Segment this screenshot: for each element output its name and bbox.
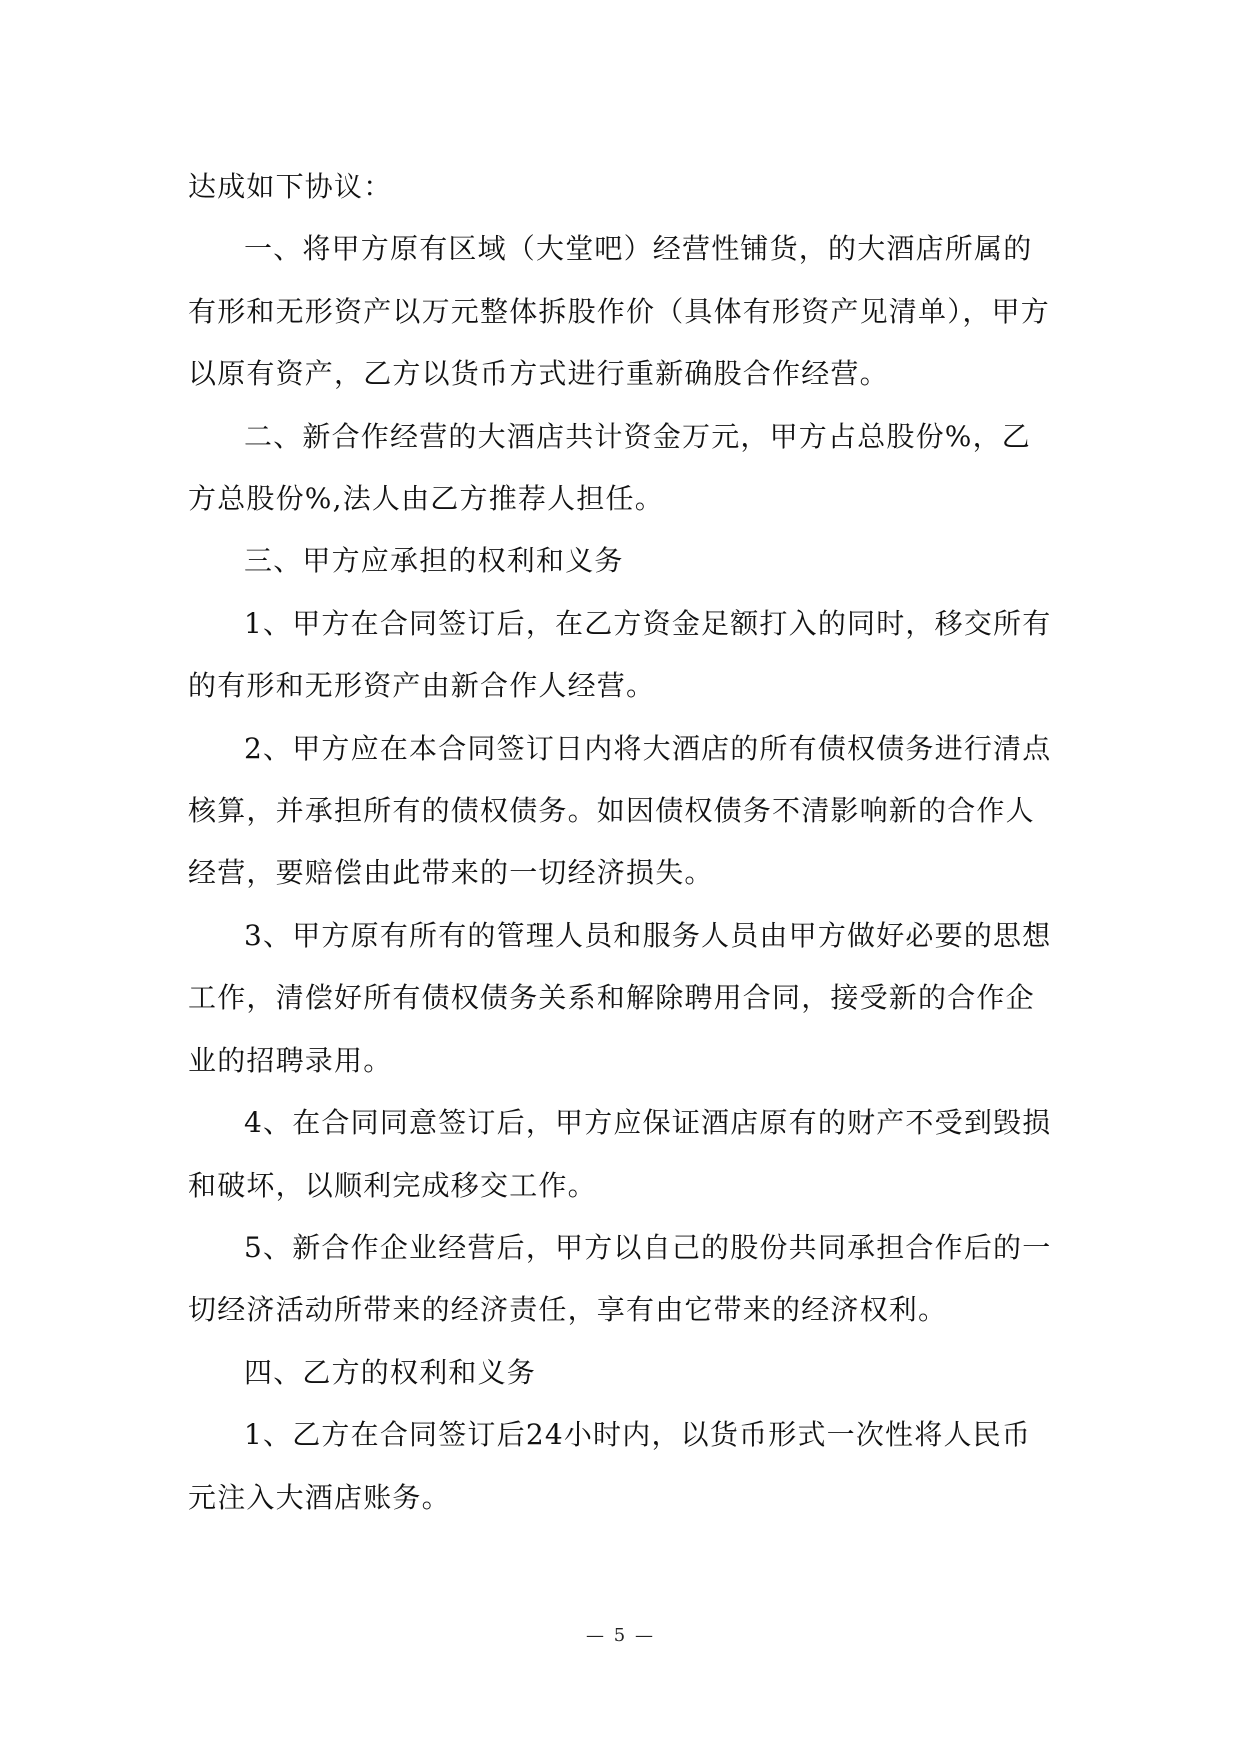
heading-party-a-rights: 三、甲方应承担的权利和义务 <box>244 544 624 578</box>
paragraph-party-a-item-2: 2、甲方应在本合同签订日内将大酒店的所有债权债务进行清点核算，并承担所有的债权债务。如因债权债务不清影响新的合作人经营，要赔偿由此带来的一切经济损失。 <box>188 731 1052 890</box>
paragraph-intro: 达成如下协议： <box>188 170 393 203</box>
paragraph-party-a-item-4: 4、在合同同意签订后，甲方应保证酒店原有的财产不受到毁损和破坏，以顺利完成移交工作。 <box>188 1106 1052 1202</box>
paragraph-party-a-item-1: 1、甲方在合同签订后，在乙方资金足额打入的同时，移交所有的有形和无形资产由新合作人经营。 <box>188 606 1052 703</box>
paragraph-party-a-item-5: 5、新合作企业经营后，甲方以自己的股份共同承担合作后的一切经济活动所带来的经济责任，享有由它带来的经济权利。 <box>188 1230 1052 1327</box>
paragraph-clause-2: 二、新合作经营的大酒店共计资金万元，甲方占总股份%，乙方总股份%,法人由乙方推荐人担任。 <box>188 419 1032 516</box>
paragraph-clause-1: 一、将甲方原有区域（大堂吧）经营性铺货，的大酒店所属的有形和无形资产以万元整体拆股作价（具体有形资产见清单），甲方以原有资产，乙方以货币方式进行重新确股合作经营。 <box>188 232 1051 391</box>
document-body <box>188 156 1060 1529</box>
page-number: — 5 — <box>586 1625 655 1646</box>
paragraph-party-a-item-3: 3、甲方原有所有的管理人员和服务人员由甲方做好必要的思想工作，清偿好所有债权债务关系和解除聘用合同，接受新的合作企业的招聘录用。 <box>188 918 1052 1077</box>
paragraph-party-b-item-1: 1、乙方在合同签订后24小时内，以货币形式一次性将人民币元注入大酒店账务。 <box>188 1418 1032 1514</box>
heading-party-b-rights: 四、乙方的权利和义务 <box>244 1355 537 1389</box>
